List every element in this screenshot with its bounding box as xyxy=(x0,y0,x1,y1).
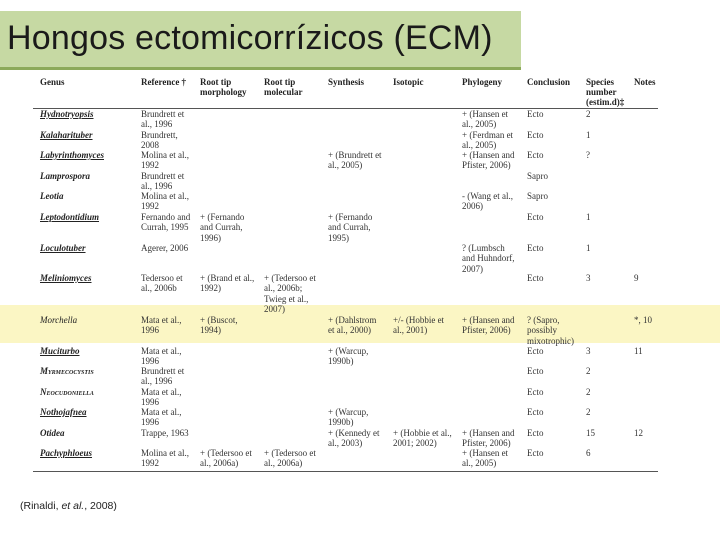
reference-cell xyxy=(141,428,189,438)
morph-cell-line: + (Buscot, xyxy=(200,315,238,325)
reference-cell-line: Molina et al., xyxy=(141,191,189,201)
notes-cell: 9 xyxy=(634,273,639,283)
synthesis-cell-line: 1995) xyxy=(328,232,349,243)
genus-cell: Otidea xyxy=(40,428,65,438)
genus-cell: Loculotuber xyxy=(40,243,86,253)
morph-cell xyxy=(200,448,252,469)
synthesis-cell-line: 1990b) xyxy=(328,356,354,367)
conclusion-cell-line: Ecto xyxy=(527,346,544,356)
header-synthesis: Synthesis xyxy=(328,77,365,87)
conclusion-cell-line: Ecto xyxy=(527,150,544,160)
synthesis-cell-line: al., 2005) xyxy=(328,160,363,171)
species-cell: 2 xyxy=(586,387,591,397)
synthesis-cell xyxy=(328,212,372,243)
synthesis-cell-line: + (Warcup, xyxy=(328,346,369,356)
conclusion-cell xyxy=(527,109,544,119)
conclusion-cell-line: Sapro xyxy=(527,171,548,181)
conclusion-cell xyxy=(527,407,544,417)
header-species-line3: (estim.d)‡ xyxy=(586,97,625,107)
reference-cell xyxy=(141,407,181,428)
phylogeny-cell-line: Pfister, 2006) xyxy=(462,160,511,171)
species-cell: 15 xyxy=(586,428,595,438)
header-isotopic: Isotopic xyxy=(393,77,424,87)
synthesis-cell xyxy=(328,428,380,449)
conclusion-cell xyxy=(527,171,548,181)
reference-cell-line: Brundrett, xyxy=(141,130,178,140)
citation-prefix: (Rinaldi, xyxy=(20,500,62,512)
conclusion-cell-line: Ecto xyxy=(527,130,544,140)
phylogeny-cell-line: 2006) xyxy=(462,201,483,212)
species-cell: 3 xyxy=(586,273,591,283)
phylogeny-cell-line: + (Hansen et xyxy=(462,109,509,119)
conclusion-cell-line: Ecto xyxy=(527,366,544,376)
reference-cell-line: Molina et al., xyxy=(141,448,189,458)
phylogeny-cell-line: al., 2005) xyxy=(462,119,497,130)
reference-cell-line: 2008 xyxy=(141,140,159,151)
phylogeny-cell xyxy=(462,315,515,336)
reference-cell-line: Trappe, 1963 xyxy=(141,428,189,438)
species-cell: 2 xyxy=(586,366,591,376)
phylogeny-cell xyxy=(462,428,515,449)
mol-cell-line: + (Tedersoo et xyxy=(264,273,316,283)
species-cell: 1 xyxy=(586,130,591,140)
conclusion-cell-line: Ecto xyxy=(527,448,544,458)
reference-cell xyxy=(141,387,181,408)
conclusion-cell-line: possibly xyxy=(527,325,558,336)
genus-cell: Kalaharituber xyxy=(40,130,93,140)
reference-cell-line: 1992 xyxy=(141,160,159,171)
header-reference: Reference † xyxy=(141,77,187,87)
synthesis-cell-line: 1990b) xyxy=(328,417,354,428)
synthesis-cell-line: + (Warcup, xyxy=(328,407,369,417)
reference-cell xyxy=(141,171,184,192)
conclusion-cell xyxy=(527,243,544,253)
phylogeny-cell-line: Pfister, 2006) xyxy=(462,325,511,336)
isotopic-cell-line: 2001; 2002) xyxy=(393,438,437,449)
conclusion-cell xyxy=(527,150,544,160)
conclusion-cell-line: Ecto xyxy=(527,428,544,438)
synthesis-cell-line: + (Kennedy et xyxy=(328,428,380,438)
reference-cell xyxy=(141,109,184,130)
reference-cell-line: 1996 xyxy=(141,417,159,428)
reference-cell-line: al., 1996 xyxy=(141,376,173,387)
conclusion-cell xyxy=(527,191,548,201)
reference-cell xyxy=(141,366,184,387)
morph-cell xyxy=(200,273,254,294)
genus-cell: Nothojafnea xyxy=(40,407,87,417)
genus-cell: Pachyphloeus xyxy=(40,448,93,458)
conclusion-cell-line: Ecto xyxy=(527,212,544,222)
synthesis-cell-line: + (Fernando xyxy=(328,212,373,222)
isotopic-cell-line: +/- (Hobbie et xyxy=(393,315,445,325)
synthesis-cell xyxy=(328,346,368,367)
header-genus: Genus xyxy=(40,77,65,87)
header-species-line1: Species xyxy=(586,77,614,87)
header-species-number xyxy=(586,77,624,107)
reference-cell-line: al., 1996 xyxy=(141,181,173,192)
synthesis-cell-line: al., 2003) xyxy=(328,438,363,449)
morph-cell-line: + (Tedersoo et xyxy=(200,448,252,458)
phylogeny-cell xyxy=(462,448,508,469)
conclusion-cell xyxy=(527,366,544,376)
morph-cell-line: + (Fernando xyxy=(200,212,245,222)
reference-cell-line: al., 1996 xyxy=(141,119,173,130)
genus-cell: Muciturbo xyxy=(40,346,80,356)
isotopic-cell-line: al., 2001) xyxy=(393,325,428,336)
conclusion-cell xyxy=(527,212,544,222)
morph-cell-line: and Currah, xyxy=(200,222,243,233)
conclusion-cell xyxy=(527,428,544,438)
reference-cell xyxy=(141,346,181,367)
conclusion-cell-line: mixotrophic) xyxy=(527,335,574,346)
conclusion-cell xyxy=(527,130,544,140)
citation-suffix: , 2008) xyxy=(84,500,117,512)
header-root-tip-molecular-line1: Root tip xyxy=(264,77,296,87)
species-cell: 2 xyxy=(586,109,591,119)
reference-cell xyxy=(141,448,189,469)
reference-cell-line: 1996 xyxy=(141,325,159,336)
mol-cell xyxy=(264,273,316,314)
reference-cell-line: Mata et al., xyxy=(141,387,182,397)
species-cell: 6 xyxy=(586,448,591,458)
notes-cell: *, 10 xyxy=(634,315,652,325)
reference-cell-line: Fernando and xyxy=(141,212,191,222)
header-root-tip-morphology xyxy=(200,77,247,97)
synthesis-cell-line: + (Dahlstrom xyxy=(328,315,377,325)
genus-cell: Leotia xyxy=(40,191,64,201)
reference-cell xyxy=(141,212,190,233)
synthesis-cell-line: et al., 2000) xyxy=(328,325,371,336)
reference-cell-line: Mata et al., xyxy=(141,315,182,325)
morph-cell xyxy=(200,315,238,336)
bottom-rule xyxy=(33,471,658,472)
citation-italic: et al. xyxy=(61,500,85,512)
phylogeny-cell xyxy=(462,191,513,212)
phylogeny-cell-line: and Huhndorf, xyxy=(462,253,515,264)
conclusion-cell xyxy=(527,315,574,346)
header-phylogeny: Phylogeny xyxy=(462,77,503,87)
header-root-tip-molecular-line2: molecular xyxy=(264,87,303,97)
reference-cell-line: Brundrett et xyxy=(141,366,185,376)
species-cell: 2 xyxy=(586,407,591,417)
reference-cell-line: 1996 xyxy=(141,397,159,408)
species-cell: 1 xyxy=(586,212,591,222)
header-notes: Notes xyxy=(634,77,656,87)
genus-cell: Hydnotryopsis xyxy=(40,109,94,119)
synthesis-cell xyxy=(328,315,376,336)
synthesis-cell-line: and Currah, xyxy=(328,222,371,233)
mol-cell xyxy=(264,448,316,469)
reference-cell-line: 1996 xyxy=(141,356,159,367)
reference-cell-line: Brundrett et xyxy=(141,109,185,119)
morph-cell xyxy=(200,212,244,243)
mol-cell-line: al., 2006a) xyxy=(264,458,303,469)
phylogeny-cell-line: 2007) xyxy=(462,263,483,274)
mol-cell-line: al., 2006b; xyxy=(264,283,303,294)
isotopic-cell-line: + (Hobbie et al., xyxy=(393,428,452,438)
conclusion-cell-line: Ecto xyxy=(527,109,544,119)
citation xyxy=(20,500,117,512)
notes-cell: 11 xyxy=(634,346,643,356)
conclusion-cell-line: Ecto xyxy=(527,387,544,397)
morph-cell-line: 1992) xyxy=(200,283,221,294)
header-root-tip-molecular xyxy=(264,77,303,97)
morph-cell-line: 1996) xyxy=(200,232,221,243)
phylogeny-cell-line: + (Hansen and xyxy=(462,315,515,325)
genus-cell: Leptodontidium xyxy=(40,212,100,222)
phylogeny-cell-line: + (Hansen and xyxy=(462,428,515,438)
reference-cell-line: al., 2006b xyxy=(141,283,177,294)
morph-cell-line: 1994) xyxy=(200,325,221,336)
mol-cell-line: + (Tedersoo et xyxy=(264,448,316,458)
phylogeny-cell-line: Pfister, 2006) xyxy=(462,438,511,449)
reference-cell-line: Molina et al., xyxy=(141,150,189,160)
genus-cell: Morchella xyxy=(40,315,78,325)
species-cell: 1 xyxy=(586,243,591,253)
synthesis-cell xyxy=(328,407,368,428)
phylogeny-cell-line: al., 2005) xyxy=(462,140,497,151)
header-conclusion: Conclusion xyxy=(527,77,571,87)
reference-cell-line: Mata et al., xyxy=(141,407,182,417)
synthesis-cell xyxy=(328,150,382,171)
genus-cell: Labyrinthomyces xyxy=(40,150,104,160)
notes-cell: 12 xyxy=(634,428,643,438)
header-rule xyxy=(33,108,658,109)
slide-title: Hongos ectomicorrízicos (ECM) xyxy=(7,19,493,57)
header-root-tip-morphology-line2: morphology xyxy=(200,87,247,97)
reference-cell-line: Agerer, 2006 xyxy=(141,243,189,253)
genus-cell: Meliniomyces xyxy=(40,273,92,283)
reference-cell xyxy=(141,273,183,294)
reference-cell xyxy=(141,191,189,212)
isotopic-cell xyxy=(393,428,452,449)
conclusion-cell-line: Ecto xyxy=(527,273,544,283)
phylogeny-cell xyxy=(462,243,515,274)
reference-cell-line: Currah, 1995 xyxy=(141,222,189,233)
synthesis-cell-line: + (Brundrett et xyxy=(328,150,382,160)
mol-cell-line: 2007) xyxy=(264,303,285,314)
conclusion-cell xyxy=(527,448,544,458)
reference-cell-line: 1992 xyxy=(141,201,159,212)
phylogeny-cell-line: - (Wang et al., xyxy=(462,191,514,201)
genus-cell: Lamprospora xyxy=(40,171,91,181)
reference-cell-line: 1992 xyxy=(141,458,159,469)
genus-cell: Myrmecocystis xyxy=(40,366,94,376)
conclusion-cell xyxy=(527,387,544,397)
morph-cell-line: + (Brand et al., xyxy=(200,273,255,283)
header-root-tip-morphology-line1: Root tip xyxy=(200,77,232,87)
conclusion-cell-line: Ecto xyxy=(527,407,544,417)
conclusion-cell xyxy=(527,346,544,356)
conclusion-cell-line: Sapro xyxy=(527,191,548,201)
phylogeny-cell-line: + (Ferdman et xyxy=(462,130,514,140)
phylogeny-cell-line: + (Hansen et xyxy=(462,448,509,458)
reference-cell-line: Brundrett et xyxy=(141,171,185,181)
phylogeny-cell-line: + (Hansen and xyxy=(462,150,515,160)
phylogeny-cell xyxy=(462,150,515,171)
species-cell: ? xyxy=(586,150,590,160)
reference-cell xyxy=(141,243,188,253)
conclusion-cell-line: ? (Sapro, xyxy=(527,315,560,325)
phylogeny-cell-line: al., 2005) xyxy=(462,458,497,469)
conclusion-cell-line: Ecto xyxy=(527,243,544,253)
conclusion-cell xyxy=(527,273,544,283)
reference-cell-line: Mata et al., xyxy=(141,346,182,356)
mol-cell-line: Twieg et al., xyxy=(264,293,309,304)
species-cell: 3 xyxy=(586,346,591,356)
reference-cell-line: Tedersoo et xyxy=(141,273,183,283)
reference-cell xyxy=(141,130,178,151)
morph-cell-line: al., 2006a) xyxy=(200,458,239,469)
reference-cell xyxy=(141,315,181,336)
genus-cell: Neocudoniella xyxy=(40,387,94,397)
isotopic-cell xyxy=(393,315,444,336)
phylogeny-cell xyxy=(462,109,508,130)
header-species-line2: number xyxy=(586,87,617,97)
reference-cell xyxy=(141,150,189,171)
phylogeny-cell xyxy=(462,130,513,151)
phylogeny-cell-line: ? (Lumbsch xyxy=(462,243,505,253)
